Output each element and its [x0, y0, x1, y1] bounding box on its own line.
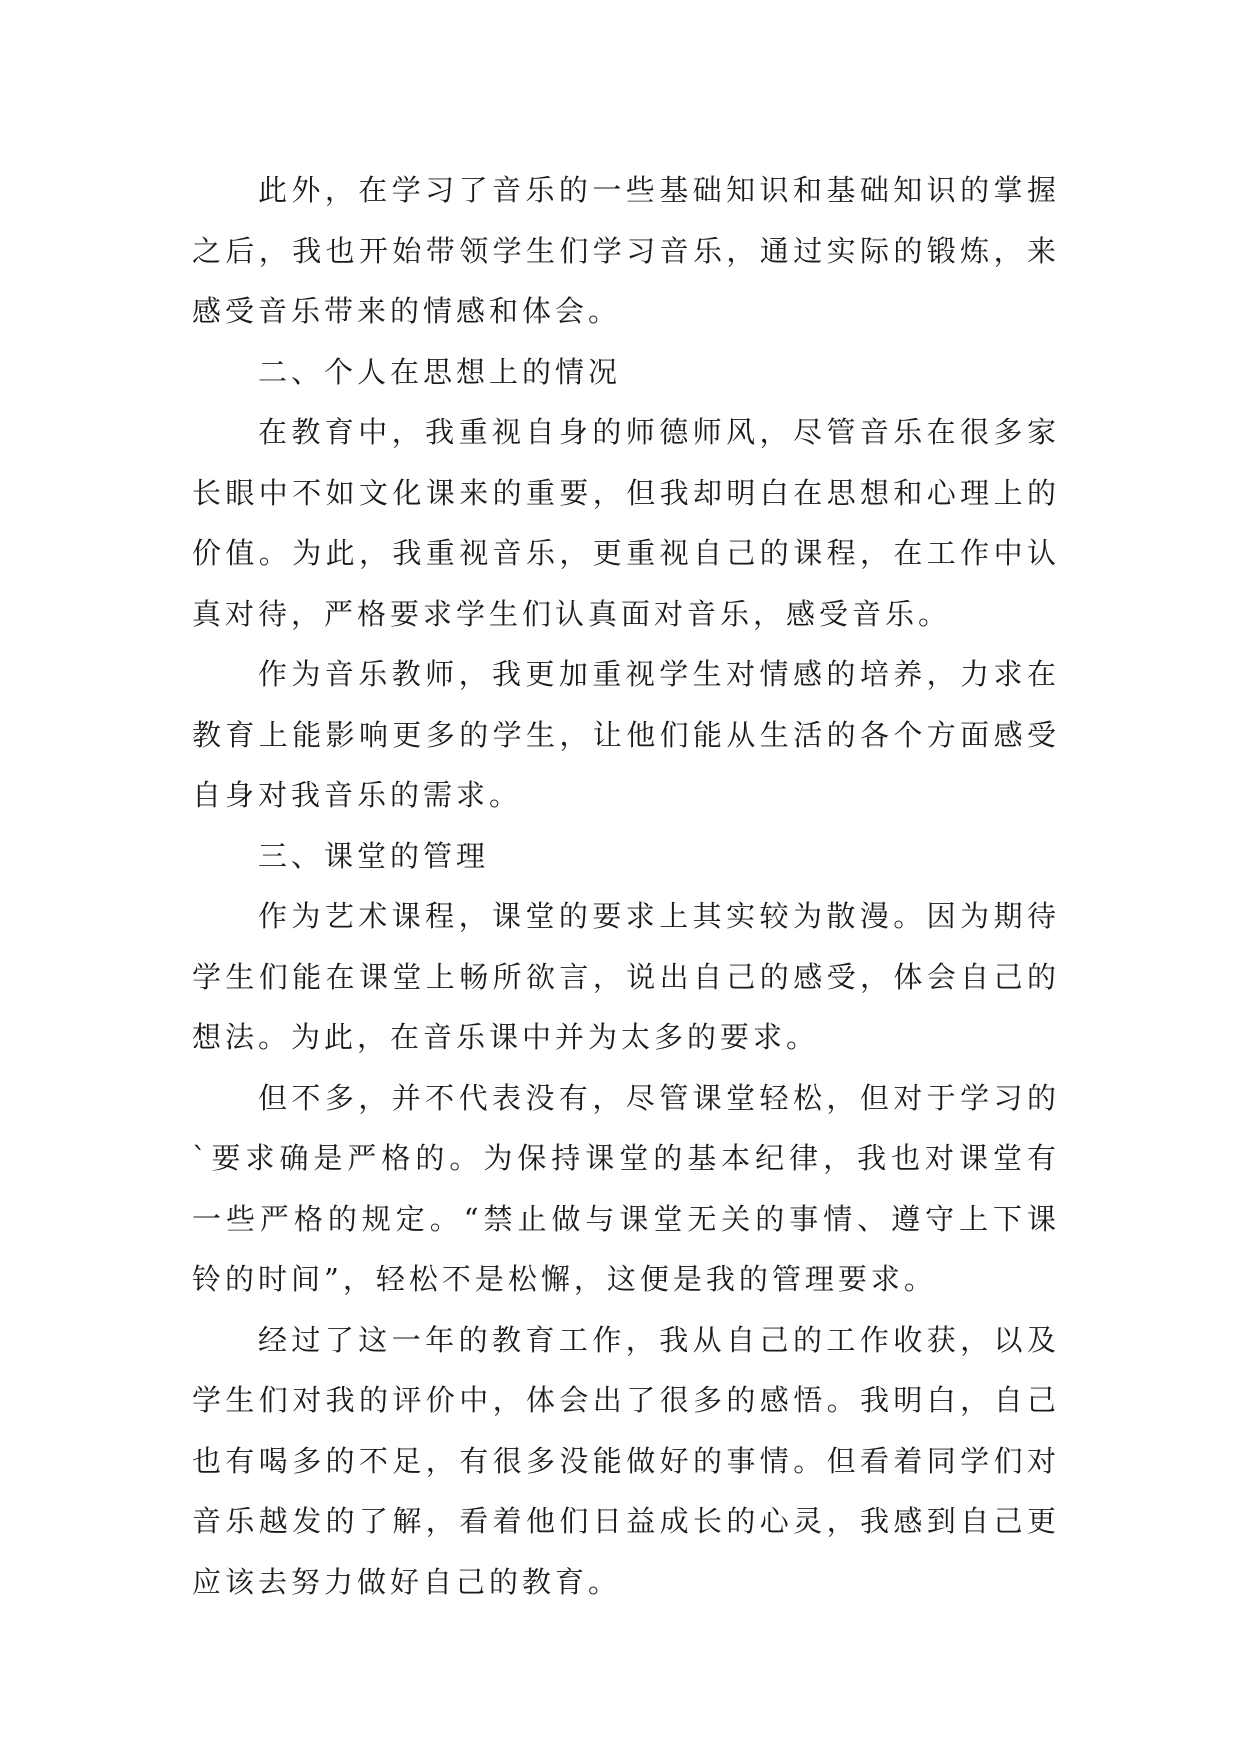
paragraph-classroom-rules: 但不多，并不代表没有，尽管课堂轻松，但对于学习的`要求确是严格的。为保持课堂的基本纪律，我也对课堂有一些严格的规定。“禁止做与课堂无关的事情、遵守上下课铃的时间”，轻松不是松懈，这便是我的管理要求。	[192, 1080, 1060, 1296]
paragraph-teacher-ethics: 在教育中，我重视自身的师德师风，尽管音乐在很多家长眼中不如文化课来的重要，但我却明白在思想和心理上的价值。为此，我重视音乐，更重视自己的课程，在工作中认真对待，严格要求学生们认真面对音乐，感受音乐。	[192, 415, 1060, 631]
paragraph-emotion-cultivation: 作为音乐教师，我更加重视学生对情感的培养，力求在教育上能影响更多的学生，让他们能从生活的各个方面感受自身对我音乐的需求。	[192, 657, 1060, 812]
document-body	[192, 160, 1060, 1612]
section-heading-classroom-management: 三、课堂的管理	[258, 838, 490, 873]
paragraph-art-course: 作为艺术课程，课堂的要求上其实较为散漫。因为期待学生们能在课堂上畅所欲言，说出自己的感受，体会自己的想法。为此，在音乐课中并为太多的要求。	[192, 899, 1060, 1054]
section-heading-ideology: 二、个人在思想上的情况	[258, 354, 622, 389]
paragraph-year-reflection: 经过了这一年的教育工作，我从自己的工作收获，以及学生们对我的评价中，体会出了很多的感悟。我明白，自己也有喝多的不足，有很多没能做好的事情。但看着同学们对音乐越发的了解，看着他们日益成长的心灵，我感到自己更应该去努力做好自己的教育。	[192, 1322, 1060, 1599]
paragraph-music-basics: 此外，在学习了音乐的一些基础知识和基础知识的掌握之后，我也开始带领学生们学习音乐，通过实际的锻炼，来感受音乐带来的情感和体会。	[192, 173, 1060, 328]
